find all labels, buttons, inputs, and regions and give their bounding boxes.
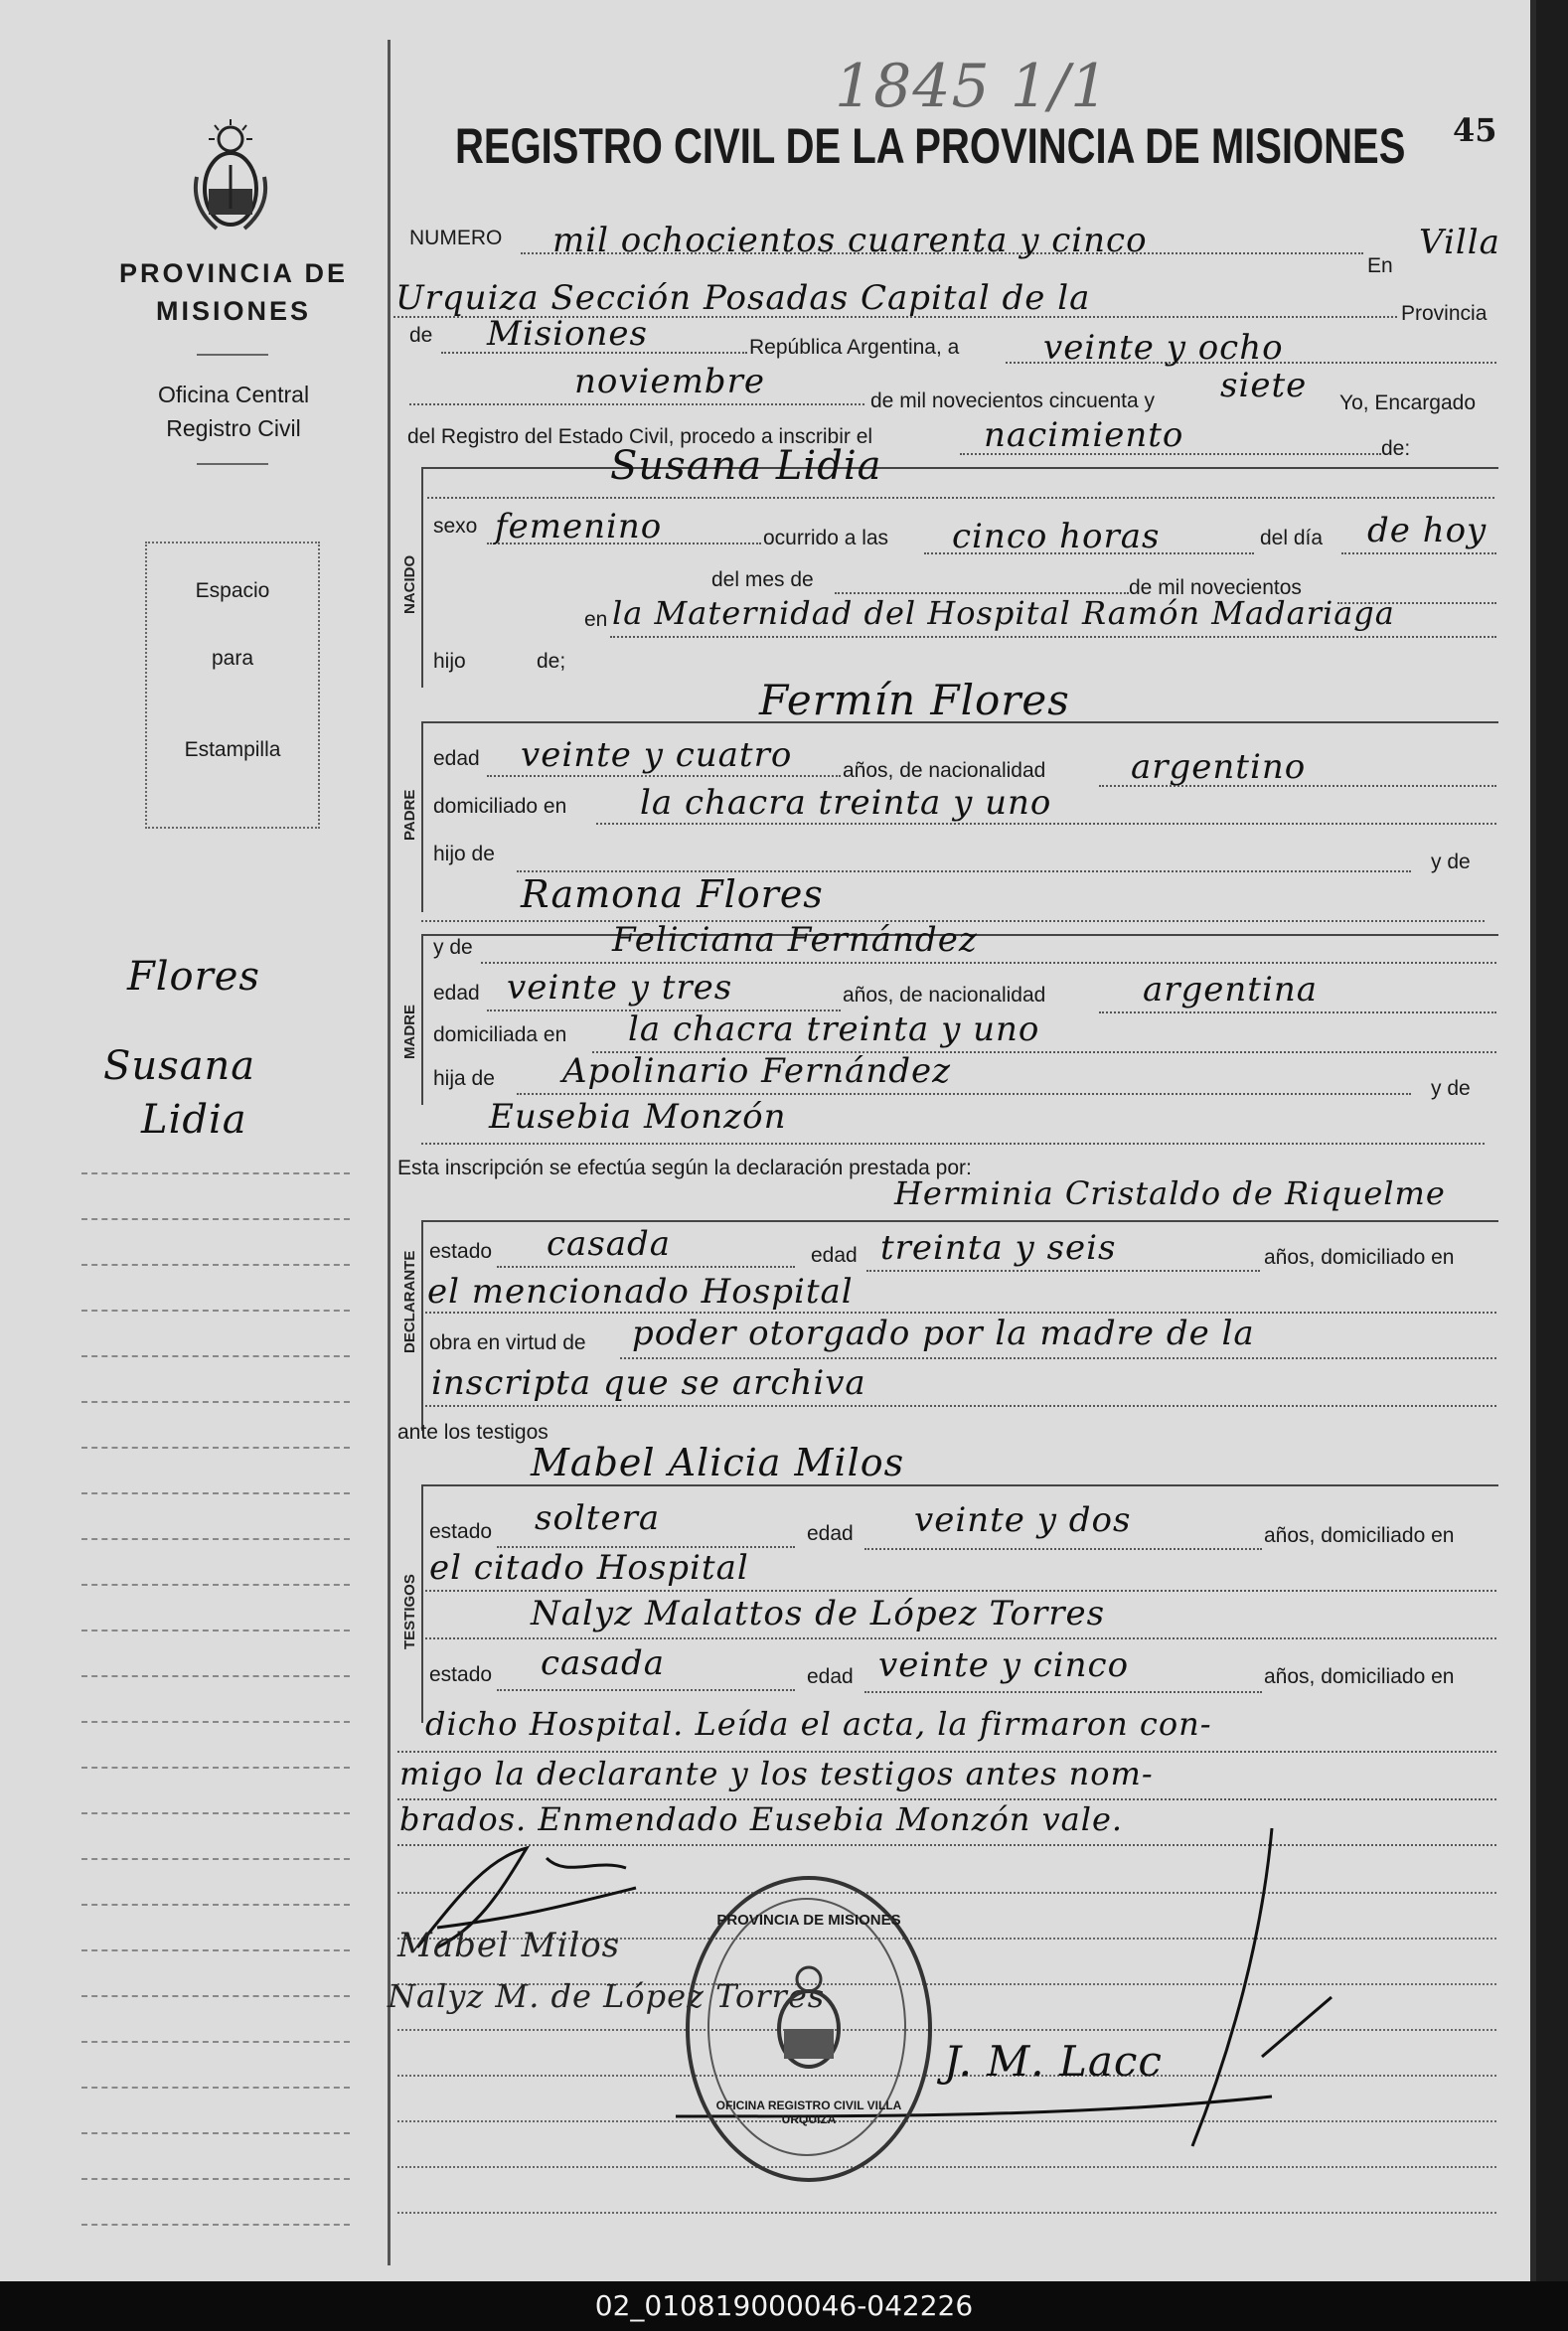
- label-ante-testigos: ante los testigos: [397, 1421, 549, 1444]
- sidebar-ruled-line: [81, 1355, 350, 1357]
- value-father-nat: argentino: [1131, 747, 1307, 787]
- label-provincia: Provincia: [1401, 302, 1488, 325]
- stamp-box-line3: Estampilla: [184, 738, 281, 761]
- label-mother-y-de-2: y de: [1431, 1077, 1471, 1100]
- national-coat-of-arms-icon: [187, 117, 274, 236]
- sidebar-ruled-line: [81, 1721, 350, 1723]
- value-day-of: de hoy: [1367, 511, 1488, 550]
- sidebar-divider-1: [197, 354, 268, 356]
- value-hour: cinco horas: [952, 517, 1161, 556]
- sidebar-ruled-line: [81, 2087, 350, 2089]
- section-label-declarante: DECLARANTE: [401, 1250, 418, 1353]
- value-father-name: Fermín Flores: [759, 676, 1070, 724]
- value-w1-state: soltera: [535, 1498, 661, 1538]
- sidebar-ruled-line: [81, 1812, 350, 1814]
- label-esta-inscripcion: Esta inscripción se efectúa según la declaración prestada por:: [397, 1157, 972, 1179]
- label-father-dom: domiciliado en: [433, 795, 567, 818]
- seal-inner-text: OFICINA REGISTRO CIVIL VILLA URQUIZA: [715, 2098, 902, 2126]
- stamp-box: [145, 542, 320, 829]
- value-prov: Misiones: [487, 314, 648, 354]
- label-w2-edad: edad: [807, 1665, 854, 1688]
- line-hospital: [610, 636, 1496, 638]
- value-w1-age: veinte y dos: [914, 1500, 1132, 1540]
- label-hijo: hijo: [433, 650, 466, 673]
- value-day: veinte y ocho: [1043, 328, 1284, 368]
- sidebar-ruled-line: [81, 1995, 350, 1997]
- sidebar-ruled-line: [81, 2041, 350, 2043]
- value-place-2: Urquiza Sección Posadas Capital de la: [395, 278, 1091, 318]
- label-mother-edad: edad: [433, 982, 480, 1005]
- line-w1-age: [864, 1548, 1262, 1550]
- line-month: [409, 403, 864, 405]
- label-w2-dom: años, domiciliado en: [1264, 1665, 1455, 1688]
- line-mother-mother: [421, 1143, 1485, 1145]
- image-id-footer: 02_010819000046-042226: [0, 2281, 1568, 2331]
- label-father-nac: años, de nacionalidad: [843, 759, 1046, 782]
- label-en: En: [1367, 254, 1393, 277]
- value-decl-age: treinta y seis: [880, 1228, 1117, 1268]
- stamp-box-line1: Espacio: [195, 579, 270, 602]
- value-decl-dom: el mencionado Hospital: [427, 1272, 854, 1312]
- line-mother-name: [481, 962, 1496, 964]
- seal-outer-text: PROVINCIA DE MISIONES: [716, 1912, 901, 1929]
- value-sex: femenino: [495, 507, 663, 546]
- archive-number: 1845 1/1: [835, 52, 1110, 121]
- sidebar-ruled-line: [81, 1630, 350, 1632]
- value-father-mother: Ramona Flores: [521, 872, 824, 916]
- sidebar-ruled-line: [81, 1172, 350, 1174]
- value-mother-age: veinte y tres: [507, 968, 733, 1008]
- label-decl-estado: estado: [429, 1240, 493, 1263]
- sidebar-ruled-line: [81, 1264, 350, 1266]
- signature-registrar: J. M. Lacc: [944, 2037, 1163, 2086]
- line-day-of: [1341, 552, 1496, 554]
- sidebar-office-line1: Oficina Central: [157, 382, 310, 407]
- line-closing-1: [397, 1751, 1496, 1753]
- page-number: 45: [1453, 111, 1497, 149]
- sidebar-divider: [388, 40, 391, 2265]
- line-witness-2: [425, 1637, 1496, 1639]
- value-w1-dom: el citado Hospital: [429, 1548, 749, 1588]
- value-mother-mother: Eusebia Monzón: [489, 1097, 787, 1137]
- sidebar-province: PROVINCIA DE MISIONES: [118, 258, 349, 326]
- label-del-dia: del día: [1260, 527, 1324, 549]
- label-obra: obra en virtud de: [429, 1331, 586, 1354]
- label-republica: República Argentina, a: [749, 336, 960, 359]
- sidebar-ruled-line: [81, 2224, 350, 2226]
- label-de-mil-2: de mil novecientos: [1129, 576, 1302, 599]
- sidebar-office-line2: Registro Civil: [166, 415, 301, 441]
- sidebar-divider-2: [197, 463, 268, 465]
- label-father-edad: edad: [433, 747, 480, 770]
- label-de-semi: de;: [537, 650, 566, 673]
- label-mother-nac: años, de nacionalidad: [843, 984, 1046, 1007]
- value-event: nacimiento: [984, 415, 1184, 455]
- value-child-name: Susana Lidia: [610, 443, 882, 489]
- line-w1-dom: [425, 1590, 1496, 1592]
- value-numero: mil ochocientos cuarenta y cinco: [552, 221, 1148, 260]
- sidebar-ruled-line: [81, 1401, 350, 1403]
- label-decl-dom: años, domiciliado en: [1264, 1246, 1455, 1269]
- label-ocurrido: ocurrido a las: [763, 527, 889, 549]
- value-witness-2: Nalyz Malattos de López Torres: [531, 1594, 1106, 1633]
- sidebar-ruled-line: [81, 2132, 350, 2134]
- value-month: noviembre: [574, 362, 765, 401]
- body-ruled-line: [397, 2166, 1496, 2168]
- sidebar-ruled-line: [81, 1538, 350, 1540]
- line-decl-age: [866, 1270, 1260, 1272]
- label-del-mes: del mes de: [711, 568, 814, 591]
- label-yo-encargado: Yo, Encargado: [1339, 391, 1477, 414]
- margin-given-1: Susana: [103, 1043, 256, 1089]
- seal-emblem-icon: [759, 1959, 859, 2079]
- sidebar-ruled-line: [81, 1492, 350, 1494]
- body-ruled-line: [397, 2212, 1496, 2214]
- value-power-1: poder otorgado por la madre de la: [632, 1314, 1255, 1353]
- sidebar-ruled-line: [81, 1675, 350, 1677]
- value-father-age: veinte y cuatro: [521, 735, 793, 775]
- sidebar-ruled-line: [81, 1584, 350, 1586]
- stamp-box-line2: para: [211, 647, 254, 670]
- label-decl-edad: edad: [811, 1244, 858, 1267]
- sidebar-ruled-line: [81, 1949, 350, 1951]
- value-witness-1: Mabel Alicia Milos: [531, 1441, 905, 1484]
- value-mother-dom: la chacra treinta y uno: [628, 1010, 1040, 1049]
- section-label-madre: MADRE: [401, 1005, 418, 1059]
- sidebar-ruled-line: [81, 1310, 350, 1312]
- line-mother-nat: [1099, 1011, 1496, 1013]
- label-en-lower: en: [584, 608, 608, 631]
- value-closing-2: migo la declarante y los testigos antes nom-: [399, 1755, 1154, 1792]
- signature-nalyz: Nalyz M. de López Torres: [388, 1977, 826, 2015]
- sidebar-ruled-line: [81, 1447, 350, 1449]
- label-mother-dom: domiciliada en: [433, 1023, 567, 1046]
- value-w2-state: casada: [541, 1643, 666, 1683]
- sidebar-ruled-line: [81, 1218, 350, 1220]
- official-seal: [686, 1876, 932, 2182]
- signature-mabel: Mabel Milos: [397, 1926, 621, 1965]
- section-nacido: [421, 467, 1498, 688]
- label-mother-y-de: y de: [433, 936, 473, 959]
- line-father-dom: [596, 823, 1496, 825]
- sidebar-ruled-line: [81, 2178, 350, 2180]
- label-w2-estado: estado: [429, 1663, 493, 1686]
- section-label-nacido: NACIDO: [401, 554, 418, 614]
- value-year: siete: [1220, 366, 1308, 405]
- value-father-dom: la chacra treinta y uno: [640, 783, 1052, 823]
- label-father-y-de: y de: [1431, 851, 1471, 873]
- line-w2-age: [864, 1691, 1262, 1693]
- label-w1-dom: años, domiciliado en: [1264, 1524, 1455, 1547]
- label-sexo: sexo: [433, 515, 478, 538]
- label-del-registro: del Registro del Estado Civil, procedo a inscribir el: [407, 425, 873, 448]
- value-mother-father: Apolinario Fernández: [562, 1051, 952, 1091]
- value-decl-state: casada: [547, 1224, 672, 1264]
- line-w2-state: [497, 1689, 795, 1691]
- value-closing-3: brados. Enmendado Eusebia Monzón vale.: [399, 1800, 1124, 1838]
- value-declarant: Herminia Cristaldo de Riquelme: [894, 1174, 1446, 1212]
- line-decl-state: [497, 1266, 795, 1268]
- line-mother-father: [517, 1093, 1411, 1095]
- margin-surname: Flores: [127, 954, 260, 1000]
- label-de: de: [409, 324, 433, 347]
- sidebar-ruled-line: [81, 1858, 350, 1860]
- label-de-colon: de:: [1381, 437, 1411, 460]
- line-power-1: [620, 1357, 1496, 1359]
- line-child-name: [427, 497, 1494, 499]
- label-hija-de: hija de: [433, 1067, 495, 1090]
- label-numero: NUMERO: [409, 227, 503, 249]
- section-label-testigos: TESTIGOS: [401, 1574, 418, 1649]
- value-w2-age: veinte y cinco: [878, 1645, 1130, 1685]
- register-title: REGISTRO CIVIL DE LA PROVINCIA DE MISIONES: [455, 118, 1406, 174]
- value-hospital: la Maternidad del Hospital Ramón Madariaga: [612, 594, 1395, 632]
- line-power-2: [425, 1405, 1496, 1407]
- section-label-padre: PADRE: [401, 789, 418, 841]
- line-father-age: [487, 775, 841, 777]
- value-closing-1: dicho Hospital. Leída el acta, la firmaron con-: [425, 1705, 1212, 1743]
- sidebar-ruled-line: [81, 1904, 350, 1906]
- label-w1-edad: edad: [807, 1522, 854, 1545]
- margin-given-2: Lidia: [141, 1097, 247, 1143]
- label-father-hijo-de: hijo de: [433, 843, 495, 865]
- label-w1-estado: estado: [429, 1520, 493, 1543]
- value-mother-name: Feliciana Fernández: [612, 920, 978, 960]
- label-de-mil: de mil novecientos cincuenta y: [870, 389, 1155, 412]
- sidebar-ruled-line: [81, 1767, 350, 1769]
- value-place: Villa: [1419, 223, 1500, 262]
- value-power-2: inscripta que se archiva: [431, 1363, 866, 1403]
- value-mother-nat: argentina: [1143, 970, 1319, 1010]
